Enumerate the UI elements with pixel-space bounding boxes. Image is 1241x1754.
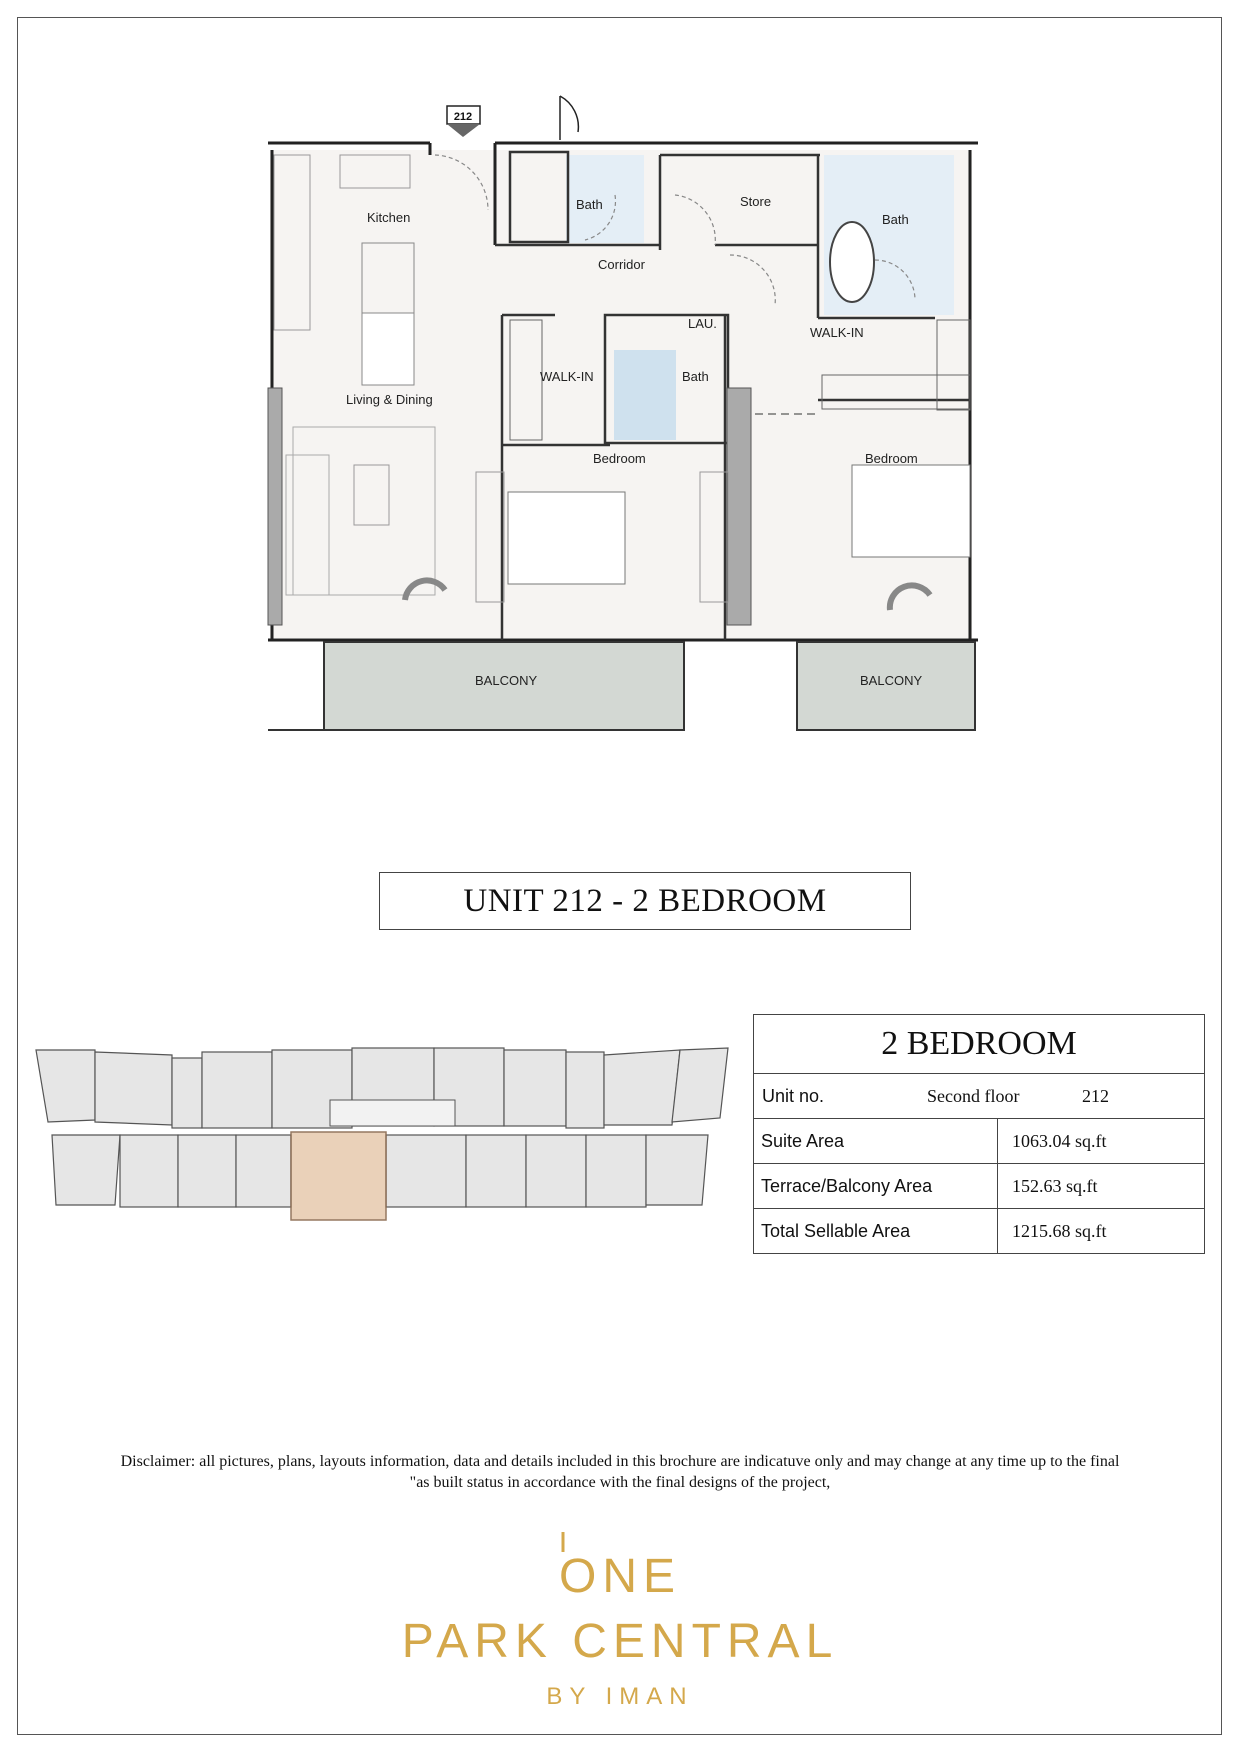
suite-area-label: Suite Area bbox=[754, 1119, 998, 1164]
unit-tag: 212 bbox=[453, 111, 473, 123]
room-label-walkin-2: WALK-IN bbox=[810, 325, 864, 340]
floor-value: Second floor bbox=[927, 1085, 1020, 1106]
room-label-bedroom-2: Bedroom bbox=[865, 451, 918, 466]
disclaimer-line-2: "as built status in accordance with the final designs of the project, bbox=[409, 1474, 831, 1491]
room-label-bath-2: Bath bbox=[882, 212, 909, 227]
room-label-kitchen: Kitchen bbox=[367, 210, 411, 225]
logo-line-2: PARK CENTRAL bbox=[401, 1615, 839, 1668]
logo-line-3: BY IMAN bbox=[546, 1683, 694, 1710]
balcony-area-value: 152.63 sq.ft bbox=[998, 1164, 1205, 1209]
room-label-bath-1: Bath bbox=[576, 197, 603, 212]
room-label-living-dining: Living & Dining bbox=[346, 392, 433, 407]
unit-title: UNIT 212 - 2 BEDROOM bbox=[379, 872, 911, 930]
room-label-lau: LAU. bbox=[688, 316, 717, 331]
room-label-balcony-2: BALCONY bbox=[860, 673, 923, 688]
total-area-label: Total Sellable Area bbox=[754, 1209, 998, 1254]
unit-no-label: Unit no. bbox=[762, 1085, 825, 1106]
room-label-store: Store bbox=[740, 194, 772, 209]
spec-heading: 2 BEDROOM bbox=[754, 1015, 1205, 1074]
room-label-bedroom-1: Bedroom bbox=[593, 451, 646, 466]
total-area-value: 1215.68 sq.ft bbox=[998, 1209, 1205, 1254]
balcony-area-label: Terrace/Balcony Area bbox=[754, 1164, 998, 1209]
room-label-walkin-1: WALK-IN bbox=[540, 369, 594, 384]
logo-line-1: ONE bbox=[558, 1550, 682, 1603]
disclaimer-line-1: Disclaimer: all pictures, plans, layouts information, data and details included in this brochure are indicatuve only and may change at any time up to the final bbox=[120, 1453, 1120, 1470]
room-label-corridor: Corridor bbox=[598, 257, 645, 272]
suite-area-value: 1063.04 sq.ft bbox=[998, 1119, 1205, 1164]
room-label-bath-3: Bath bbox=[682, 369, 709, 384]
room-label-balcony-1: BALCONY bbox=[475, 673, 538, 688]
unit-no-value: 212 bbox=[1082, 1085, 1109, 1106]
